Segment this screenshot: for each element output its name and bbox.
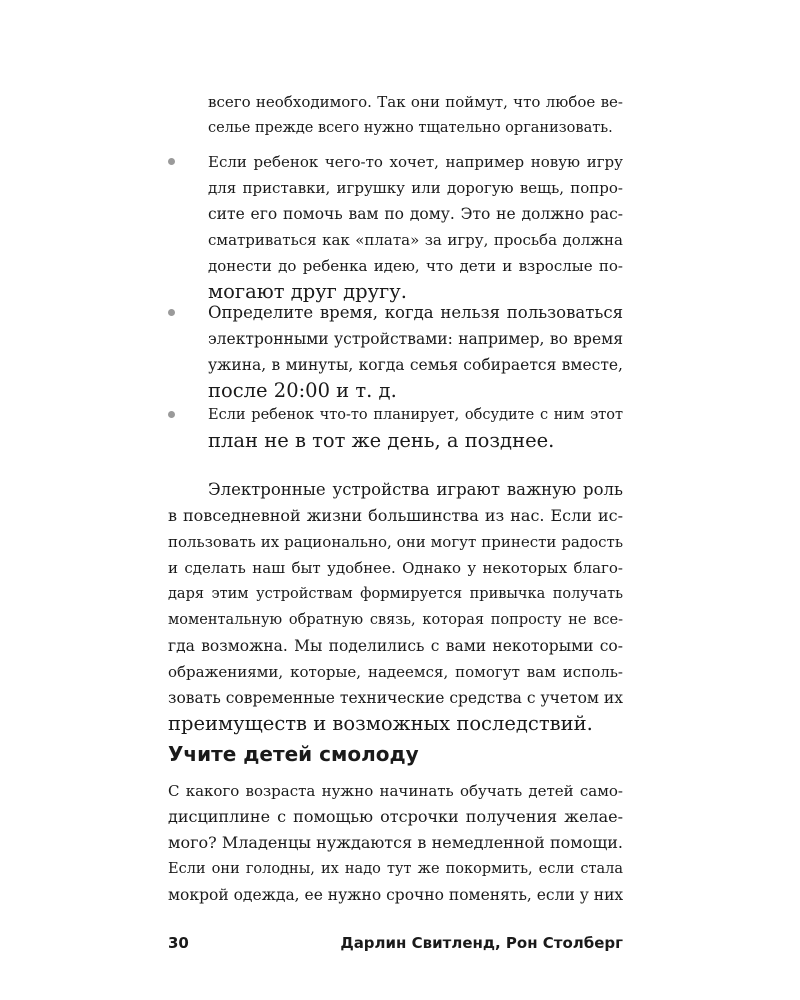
body-line: преимуществ и возможных последствий. xyxy=(168,712,593,735)
body-line: сите его помочь вам по дому. Это не должно рас- xyxy=(208,205,623,223)
body-line: селье прежде всего нужно тщательно организовать. xyxy=(208,120,613,136)
body-line: моментальную обратную связь, которая попросту не все- xyxy=(168,612,623,628)
body-line: мого? Младенцы нуждаются в немедленной помощи. xyxy=(168,833,623,852)
body-line: мокрой одежда, ее нужно срочно поменять, если у них xyxy=(168,886,624,904)
body-line: Если ребенок что-то планирует, обсудите с ним этот xyxy=(208,407,623,423)
page-number: 30 xyxy=(168,934,189,952)
body-line: сматриваться как «плата» за игру, просьба должна xyxy=(208,231,623,249)
body-line: Если ребенок чего-то хочет, например новую игру xyxy=(208,153,623,171)
body-line: зовать современные технические средства с учетом их xyxy=(168,689,623,707)
body-line: для приставки, игрушку или дорогую вещь, попро- xyxy=(208,179,623,197)
body-line: и сделать наш быт удобнее. Однако у некоторых благо- xyxy=(168,559,623,577)
body-line: электронными устройствами: например, во время xyxy=(208,330,623,348)
bullet-marker xyxy=(168,411,175,418)
body-line: донести до ребенка идею, что дети и взрослые по- xyxy=(208,257,623,275)
body-line: даря этим устройствам формируется привычка получать xyxy=(168,586,623,602)
body-line: Определите время, когда нельзя пользоваться xyxy=(208,303,623,322)
body-line: после 20:00 и т. д. xyxy=(208,379,397,402)
body-line: ображениями, которые, надеемся, помогут вам исполь- xyxy=(168,663,623,681)
body-line: пользовать их рационально, они могут принести радость xyxy=(168,533,623,551)
bullet-marker xyxy=(168,158,175,165)
body-line: Электронные устройства играют важную роль xyxy=(208,480,623,499)
section-heading: Учите детей смолоду xyxy=(168,742,419,766)
body-line: гда возможна. Мы поделились с вами некоторыми со- xyxy=(168,637,623,655)
body-line: план не в тот же день, а позднее. xyxy=(208,429,555,452)
running-footer-authors: Дарлин Свитленд, Рон Столберг xyxy=(340,934,623,952)
body-line: в повседневной жизни большинства из нас. Если ис- xyxy=(168,506,623,525)
body-line: всего необходимого. Так они поймут, что любое ве- xyxy=(208,93,623,111)
bullet-marker xyxy=(168,309,175,316)
body-line: могают друг другу. xyxy=(208,280,407,303)
body-line: дисциплине с помощью отсрочки получения желае- xyxy=(168,807,623,826)
body-line: ужина, в минуты, когда семья собирается вместе, xyxy=(208,356,623,374)
body-line: С какого возраста нужно начинать обучать детей само- xyxy=(168,782,623,800)
body-line: Если они голодны, их надо тут же покормить, если стала xyxy=(168,861,623,877)
